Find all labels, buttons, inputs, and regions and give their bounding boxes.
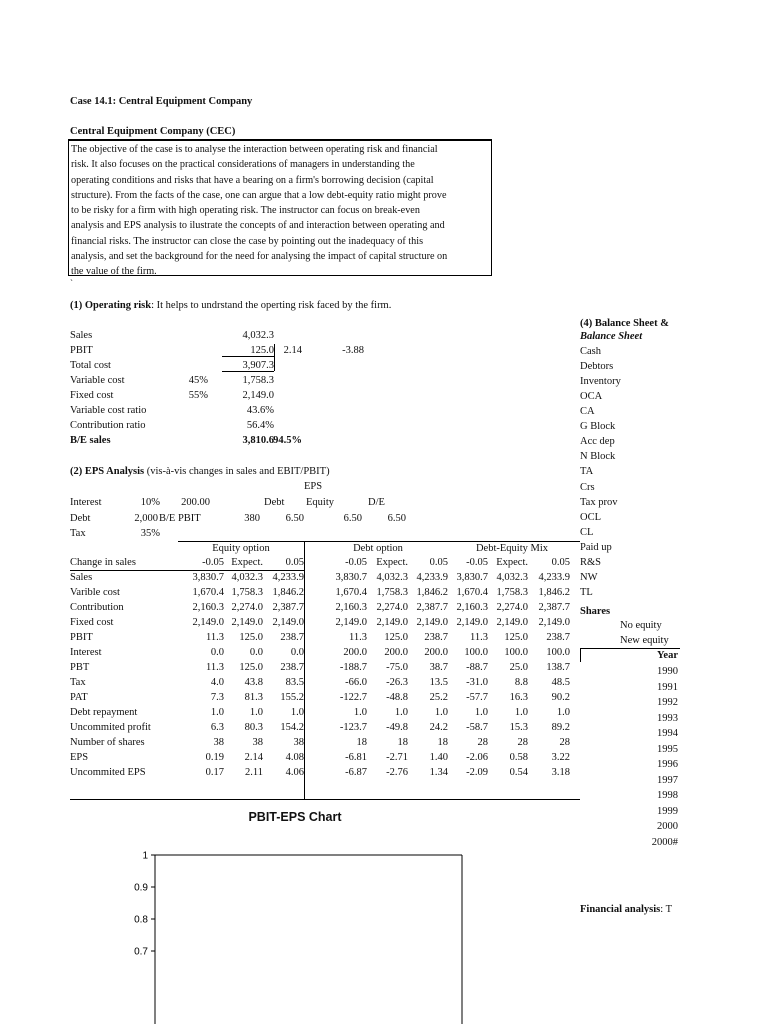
- eps-cell: -75.0: [386, 662, 408, 673]
- intro-line: structure). From the facts of the case, one can argue that a low debt-equity ratio might prove: [71, 189, 447, 201]
- eps-cell: 238.7: [280, 632, 304, 643]
- be-pbit-value: 380: [244, 513, 260, 524]
- year-item: 1997: [657, 774, 678, 786]
- eps-cell: 2,387.7: [416, 602, 448, 613]
- eps-cell: 238.7: [280, 662, 304, 673]
- shares-new-equity: New equity: [620, 635, 669, 646]
- eps-row-label: Uncommited profit: [70, 722, 151, 733]
- op-value: 2,149.0: [242, 390, 274, 401]
- eps-cell: 125.0: [239, 662, 263, 673]
- eps-label: EPS: [304, 481, 323, 492]
- eps-cell: 100.0: [546, 647, 570, 658]
- operating-risk-heading-bold: (1) Operating risk: [70, 300, 152, 311]
- eps-row-label: PBIT: [70, 632, 93, 643]
- year-item: 1995: [657, 743, 678, 755]
- eps-cell: 1,846.2: [538, 587, 570, 598]
- op-value: 4,032.3: [242, 330, 274, 341]
- eps-cell: -6.81: [345, 752, 367, 763]
- eps-cell: 2.14: [244, 752, 263, 763]
- eps-cell: 100.0: [504, 647, 528, 658]
- change-header: 0.05: [551, 557, 570, 568]
- eps-row-label: Interest: [70, 647, 102, 658]
- intro-line: the value of the firm.: [71, 266, 157, 278]
- eps-cell: 28: [559, 737, 570, 748]
- eps-cell: 28: [517, 737, 528, 748]
- y-tick-label: 0.8: [134, 914, 148, 926]
- balance-item: Debtors: [580, 361, 614, 373]
- shares-label: Shares: [580, 606, 611, 617]
- group-mix: Debt-Equity Mix: [475, 543, 549, 554]
- year-top-rule: [580, 648, 680, 649]
- intro-title: Central Equipment Company (CEC): [70, 126, 236, 137]
- eps-cell: 2,274.0: [376, 602, 408, 613]
- op-label: Contribution ratio: [70, 420, 146, 431]
- total-cost-rule: [222, 371, 274, 372]
- eps-cell: -57.7: [466, 692, 488, 703]
- intro-line: risk. It also focuses on the practical considerations of managers in understanding the: [71, 159, 415, 171]
- eps-cell: 2,149.0: [376, 617, 408, 628]
- eps-cell: 38.7: [429, 662, 448, 673]
- equity-eps: 6.50: [343, 513, 362, 524]
- balance-item: OCA: [580, 391, 603, 403]
- eps-cell: -88.7: [466, 662, 488, 673]
- pbit-rule: [222, 356, 274, 357]
- eps-cell: 2,149.0: [416, 617, 448, 628]
- chart-title: PBIT-EPS Chart: [248, 810, 342, 824]
- debt-eps: 6.50: [285, 513, 304, 524]
- eps-cell: 1,846.2: [272, 587, 304, 598]
- op-pct: 45%: [188, 375, 208, 386]
- eps-cell: 38: [252, 737, 263, 748]
- eps-cell: -122.7: [339, 692, 367, 703]
- eps-cell: 1.0: [353, 707, 367, 718]
- eps-cell: 1,758.3: [231, 587, 263, 598]
- eps-cell: 1.0: [434, 707, 448, 718]
- eps-cell: 4.08: [285, 752, 304, 763]
- eps-cell: 4,233.9: [538, 572, 570, 583]
- balance-item: CA: [580, 406, 595, 418]
- eps-cell: 25.2: [429, 692, 448, 703]
- balance-item: Paid up: [580, 541, 612, 553]
- eps-cell: 0.0: [249, 647, 263, 658]
- intro-description: [68, 140, 492, 276]
- year-item: 1990: [657, 666, 678, 677]
- total-cost-vrule: [274, 344, 275, 371]
- eps-cell: 200.0: [343, 647, 367, 658]
- eps-cell: 2,149.0: [496, 617, 528, 628]
- eps-cell: 4,032.3: [376, 572, 408, 583]
- eps-cell: 2,274.0: [231, 602, 263, 613]
- de-eps: 6.50: [387, 513, 406, 524]
- eps-cell: 2,387.7: [538, 602, 570, 613]
- eps-cell: 90.2: [551, 692, 570, 703]
- eps-cell: -49.8: [386, 722, 408, 733]
- balance-item: Inventory: [580, 376, 621, 388]
- eps-cell: 8.8: [514, 677, 528, 688]
- eps-cell: 125.0: [239, 632, 263, 643]
- y-tick-label: 0.9: [134, 882, 148, 894]
- financial-analysis: [580, 904, 672, 915]
- op-label: Variable cost ratio: [70, 405, 147, 416]
- eps-cell: -48.8: [386, 692, 408, 703]
- eps-cell: 4.0: [210, 677, 224, 688]
- y-tick-label: 0.7: [134, 946, 148, 958]
- eps-row-label: Fixed cost: [70, 617, 114, 628]
- eps-cell: 81.3: [244, 692, 263, 703]
- op-value: 3,907.3: [242, 360, 274, 371]
- eps-cell: 1,758.3: [496, 587, 528, 598]
- eps-cell: 0.17: [205, 767, 224, 778]
- intro-line: analysis and EPS analysis to ilustrate the concepts of and interaction between operating and: [71, 220, 445, 232]
- financial-analysis-rest: : T: [660, 904, 673, 915]
- eps-header-rule: [70, 570, 304, 571]
- eps-cell: 18: [437, 737, 448, 748]
- eps-cell: -2.76: [386, 767, 408, 778]
- year-item: 1999: [657, 805, 678, 817]
- year-item: 2000#: [651, 836, 678, 848]
- debt-value: 2,000: [134, 513, 158, 524]
- eps-cell: 200.0: [384, 647, 408, 658]
- eps-row-label: Sales: [70, 572, 93, 583]
- eps-cell: 138.7: [546, 662, 570, 673]
- eps-row-label: Uncommited EPS: [70, 767, 146, 778]
- eps-table-top-rule: [178, 541, 580, 542]
- tax-value: 35%: [140, 528, 160, 539]
- interest-value: 200.00: [181, 497, 210, 508]
- eps-cell: 0.54: [509, 767, 528, 778]
- balance-item: N Block: [580, 451, 616, 463]
- eps-cell: 15.3: [509, 722, 528, 733]
- op-extra2: -3.88: [342, 345, 364, 356]
- change-header: 0.05: [285, 557, 304, 568]
- eps-cell: -2.06: [466, 752, 488, 763]
- eps-cell: 6.3: [210, 722, 224, 733]
- eps-cell: 154.2: [280, 722, 304, 733]
- eps-cell: -123.7: [339, 722, 367, 733]
- balance-item: Crs: [580, 481, 595, 493]
- eps-row-label: Debt repayment: [70, 707, 138, 718]
- eps-cell: 4,233.9: [272, 572, 304, 583]
- eps-cell: -31.0: [466, 677, 488, 688]
- eps-cell: 3,830.7: [456, 572, 488, 583]
- balance-item: TA: [580, 466, 594, 478]
- eps-cell: 2,274.0: [496, 602, 528, 613]
- eps-cell: 200.0: [424, 647, 448, 658]
- eps-cell: 1.0: [249, 707, 263, 718]
- change-header: Expect.: [496, 557, 528, 568]
- eps-heading: [70, 466, 330, 477]
- balance-item: OCL: [580, 511, 601, 523]
- eps-cell: 2,160.3: [335, 602, 367, 613]
- intro-line: financial risks. The instructor can close the case by pointing out the inadequacy of this: [71, 235, 424, 247]
- eps-cell: 28: [477, 737, 488, 748]
- eps-cell: 2.11: [245, 767, 263, 778]
- col-debt: Debt: [264, 497, 285, 508]
- eps-cell: 1.0: [474, 707, 488, 718]
- eps-cell: 2,160.3: [456, 602, 488, 613]
- financial-analysis-bold: Financial analysis: [580, 904, 661, 915]
- eps-cell: -26.3: [386, 677, 408, 688]
- eps-equity-vrule: [304, 541, 305, 799]
- eps-row-label: PAT: [70, 692, 88, 703]
- be-pbit-label: B/E PBIT: [159, 513, 201, 524]
- interest-rate: 10%: [140, 497, 160, 508]
- eps-cell: 11.3: [470, 632, 488, 643]
- balance-item: CL: [580, 526, 594, 538]
- balance-subheading: Balance Sheet: [580, 331, 643, 342]
- op-label: Variable cost: [70, 375, 125, 386]
- year-item: 1993: [657, 712, 678, 724]
- year-item: 1998: [657, 790, 678, 801]
- eps-cell: 4.06: [285, 767, 304, 778]
- case-title: Case 14.1: Central Equipment Company: [70, 96, 253, 107]
- eps-cell: 100.0: [464, 647, 488, 658]
- eps-cell: 3.18: [551, 767, 570, 778]
- year-item: 1994: [657, 728, 678, 739]
- op-label: Sales: [70, 330, 93, 341]
- change-header: -0.05: [466, 557, 488, 568]
- year-item: 1996: [657, 759, 678, 770]
- eps-cell: 1.0: [514, 707, 528, 718]
- eps-cell: -66.0: [345, 677, 367, 688]
- tick-mark: `: [70, 278, 73, 288]
- eps-cell: 43.8: [244, 677, 263, 688]
- eps-cell: -58.7: [466, 722, 488, 733]
- debt-label: Debt: [70, 513, 91, 524]
- op-value: 43.6%: [246, 405, 274, 416]
- eps-cell: 1,846.2: [416, 587, 448, 598]
- eps-cell: 1.0: [556, 707, 570, 718]
- eps-cell: 38: [293, 737, 304, 748]
- eps-cell: 13.5: [429, 677, 448, 688]
- eps-cell: 0.58: [509, 752, 528, 763]
- eps-cell: -6.87: [345, 767, 367, 778]
- year-label: Year: [657, 650, 678, 661]
- eps-row-label: PBT: [70, 662, 90, 673]
- eps-cell: 3.22: [551, 752, 570, 763]
- operating-risk-heading-rest: : It helps to undrstand the operting risk faced by the firm.: [151, 300, 392, 311]
- change-header: Expect.: [231, 557, 263, 568]
- eps-row-label: Varible cost: [70, 587, 120, 598]
- balance-item: G Block: [580, 421, 616, 433]
- op-extra1: 2.14: [283, 345, 302, 356]
- eps-cell: 1.0: [394, 707, 408, 718]
- eps-cell: 1.40: [429, 752, 448, 763]
- year-item: 1991: [657, 681, 678, 693]
- balance-item: NW: [580, 571, 598, 583]
- balance-item: R&S: [580, 556, 602, 568]
- interest-label: Interest: [70, 497, 102, 508]
- op-label: B/E sales: [70, 435, 111, 446]
- eps-cell: 3,830.7: [335, 572, 367, 583]
- eps-cell: 11.3: [206, 632, 224, 643]
- group-equity: Equity option: [212, 543, 270, 554]
- eps-cell: 2,387.7: [272, 602, 304, 613]
- eps-cell: 83.5: [285, 677, 304, 688]
- eps-cell: 2,149.0: [231, 617, 263, 628]
- eps-cell: 2,149.0: [335, 617, 367, 628]
- eps-cell: 18: [397, 737, 408, 748]
- eps-cell: 24.2: [429, 722, 448, 733]
- group-debt: Debt option: [353, 543, 403, 554]
- eps-cell: 80.3: [244, 722, 263, 733]
- eps-cell: 4,032.3: [231, 572, 263, 583]
- op-label: Fixed cost: [70, 390, 114, 401]
- year-item: 2000: [657, 821, 678, 832]
- eps-cell: 16.3: [509, 692, 528, 703]
- eps-row-label: Tax: [70, 677, 86, 688]
- eps-cell: 2,160.3: [192, 602, 224, 613]
- eps-cell: 4,233.9: [416, 572, 448, 583]
- eps-cell: 11.3: [206, 662, 224, 673]
- eps-cell: 2,149.0: [272, 617, 304, 628]
- intro-line: The objective of the case is to analyse the interaction between operating risk and financial: [71, 144, 438, 155]
- op-value: 3,810.6: [242, 435, 274, 446]
- eps-cell: 89.2: [551, 722, 570, 733]
- col-equity: Equity: [306, 497, 334, 508]
- eps-row-label: Contribution: [70, 602, 124, 613]
- eps-cell: 7.3: [210, 692, 224, 703]
- eps-cell: -2.09: [466, 767, 488, 778]
- eps-cell: 1.0: [290, 707, 304, 718]
- op-label: PBIT: [70, 345, 93, 356]
- balance-item: Acc dep: [580, 436, 615, 448]
- eps-cell: 2,149.0: [538, 617, 570, 628]
- eps-cell: 1.34: [429, 767, 448, 778]
- eps-cell: 238.7: [546, 632, 570, 643]
- op-value: 125.0: [250, 345, 274, 356]
- eps-cell: 2,149.0: [456, 617, 488, 628]
- eps-cell: 125.0: [504, 632, 528, 643]
- eps-row-label: Number of shares: [70, 737, 145, 748]
- balance-heading: (4) Balance Sheet &: [580, 318, 669, 329]
- eps-cell: 238.7: [424, 632, 448, 643]
- eps-cell: 11.3: [349, 632, 367, 643]
- eps-cell: 0.0: [290, 647, 304, 658]
- col-de: D/E: [368, 497, 385, 508]
- eps-bottom-rule: [70, 799, 580, 800]
- eps-cell: 1,670.4: [456, 587, 488, 598]
- year-left-rule: [580, 648, 581, 662]
- balance-item: Cash: [580, 346, 601, 357]
- year-item: 1992: [657, 697, 678, 708]
- op-extra1: 94.5%: [273, 435, 302, 446]
- eps-row-label: EPS: [70, 752, 89, 763]
- op-value: 56.4%: [246, 420, 274, 431]
- eps-cell: 125.0: [384, 632, 408, 643]
- eps-cell: 25.0: [509, 662, 528, 673]
- intro-line: operating conditions and risks that have a bearing on a firm's borrowing decision (capital: [71, 174, 434, 186]
- change-header: 0.05: [429, 557, 448, 568]
- balance-item: TL: [580, 586, 593, 598]
- op-value: 1,758.3: [242, 375, 274, 386]
- y-tick-label: 1: [142, 850, 148, 862]
- eps-cell: 48.5: [551, 677, 570, 688]
- op-pct: 55%: [188, 390, 208, 401]
- tax-label: Tax: [70, 528, 86, 539]
- op-label: Total cost: [70, 360, 111, 371]
- eps-cell: 0.19: [205, 752, 224, 763]
- eps-cell: 1,670.4: [335, 587, 367, 598]
- eps-cell: 155.2: [280, 692, 304, 703]
- shares-no-equity: No equity: [620, 620, 662, 631]
- eps-cell: 0.0: [210, 647, 224, 658]
- operating-risk-heading: [70, 300, 391, 311]
- eps-cell: 4,032.3: [496, 572, 528, 583]
- eps-cell: -188.7: [339, 662, 367, 673]
- eps-cell: 3,830.7: [192, 572, 224, 583]
- change-label: Change in sales: [70, 557, 136, 568]
- change-header: Expect.: [376, 557, 408, 568]
- change-header: -0.05: [202, 557, 224, 568]
- eps-cell: 1,758.3: [376, 587, 408, 598]
- eps-cell: 2,149.0: [192, 617, 224, 628]
- intro-line: analysis, and set the background for the need for analysing the impact of capital structure on: [71, 251, 448, 263]
- change-header: -0.05: [345, 557, 367, 568]
- balance-item: Tax prov: [580, 496, 618, 508]
- eps-cell: -2.71: [386, 752, 408, 763]
- eps-cell: 18: [356, 737, 367, 748]
- eps-cell: 38: [213, 737, 224, 748]
- eps-heading-bold: (2) EPS Analysis: [70, 466, 145, 477]
- intro-line: to be risky for a firm with high operating risk. The instructor can focus on break-even: [71, 205, 420, 217]
- eps-cell: 1.0: [210, 707, 224, 718]
- eps-cell: 1,670.4: [192, 587, 224, 598]
- eps-heading-rest: (vis-à-vis changes in sales and EBIT/PBIT): [144, 466, 330, 477]
